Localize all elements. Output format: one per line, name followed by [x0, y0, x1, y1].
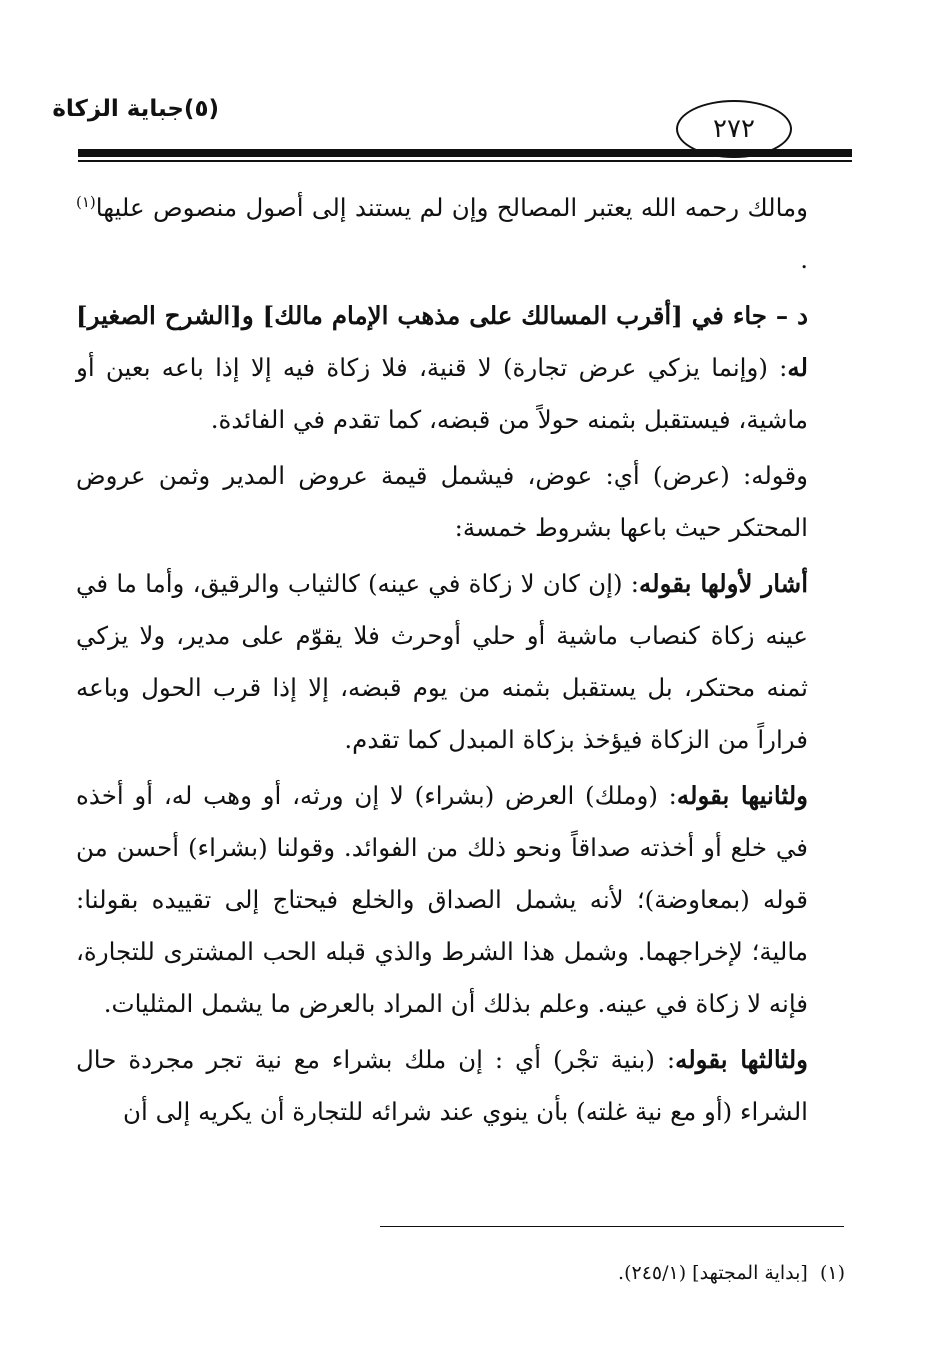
page-number: ٢٧٢	[676, 100, 792, 158]
paragraph-3	[76, 450, 848, 554]
footnote-text: [بداية المجتهد] (٢٤٥/١).	[618, 1262, 808, 1284]
page-header	[0, 0, 943, 170]
header-rule-thick	[78, 149, 852, 157]
paragraph-6-lead: ولثالثها بقوله	[675, 1045, 808, 1074]
paragraph-4-lead: أشار لأولها بقوله	[638, 569, 808, 598]
paragraph-5-text: : (وملك) العرض (بشراء) لا إن ورثه، أو وهب له، أو أخذه في خلع أو أخذته صداقاً ونحو ذلك من الفوائد. وقولنا (بشراء) أحسن من قوله (بمعاوضة)؛ لأنه يشمل الصداق والخلع فيحتاج إلى تقييده بقولنا: مالية؛ لإخراجهما. وشمل هذا الشرط والذي قبله الحب المشترى للتجارة، فإنه لا زكاة في عينه. وعلم بذلك أن المراد بالعرض ما يشمل المثليات.	[76, 781, 808, 1018]
footnote-number: (١)	[819, 1262, 845, 1284]
paragraph-2-lead: د – جاء في [أقرب المسالك على مذهب الإمام مالك] و[الشرح الصغير] له	[76, 301, 808, 382]
main-text	[76, 182, 848, 1138]
paragraph-1-text: ومالك رحمه الله يعتبر المصالح وإن لم يستند إلى أصول منصوص عليها	[95, 193, 808, 222]
paragraph-5-lead: ولثانيها بقوله	[676, 781, 809, 810]
paragraph-3-text: وقوله: (عرض) أي: عوض، فيشمل قيمة عروض المدير وثمن عروض المحتكر حيث باعها بشروط خمسة:	[76, 461, 808, 542]
paragraph-6	[76, 1034, 848, 1138]
paragraph-2	[76, 290, 848, 446]
paragraph-1-end: .	[800, 245, 808, 274]
header-rule-thin	[78, 160, 852, 162]
paragraph-2-text: : (وإنما يزكي عرض تجارة) لا قنية، فلا زكاة فيه إلا إذا باعه بعين أو ماشية، فيستقبل بثمنه حولاً من قبضه، كما تقدم في الفائدة.	[76, 353, 808, 434]
paragraph-5	[76, 770, 848, 1030]
paragraph-4	[76, 558, 848, 766]
book-title: (٥)جباية الزكاة	[52, 96, 219, 122]
paragraph-1	[76, 182, 848, 286]
paragraph-4-text: : (إن كان لا زكاة في عينه) كالثياب والرقيق، وأما ما في عينه زكاة كنصاب ماشية أو حلي أوحرث فلا يقوّم على مدير، ولا يزكي ثمنه محتكر، بل يستقبل بثمنه من يوم قبضه، إلا إذا قرب الحول وباعه فراراً من الزكاة فيؤخذ بزكاة المبدل كما تقدم.	[76, 569, 808, 754]
footnote	[618, 1262, 845, 1284]
paragraph-6-text: : (بنية تجْر) أي : إن ملك بشراء مع نية تجر مجردة حال الشراء (أو مع نية غلته) بأن ينوي عند شرائه للتجارة أن يكريه إلى أن	[76, 1045, 808, 1126]
footnote-reference: (١)	[76, 192, 96, 211]
footnote-separator	[380, 1226, 844, 1227]
